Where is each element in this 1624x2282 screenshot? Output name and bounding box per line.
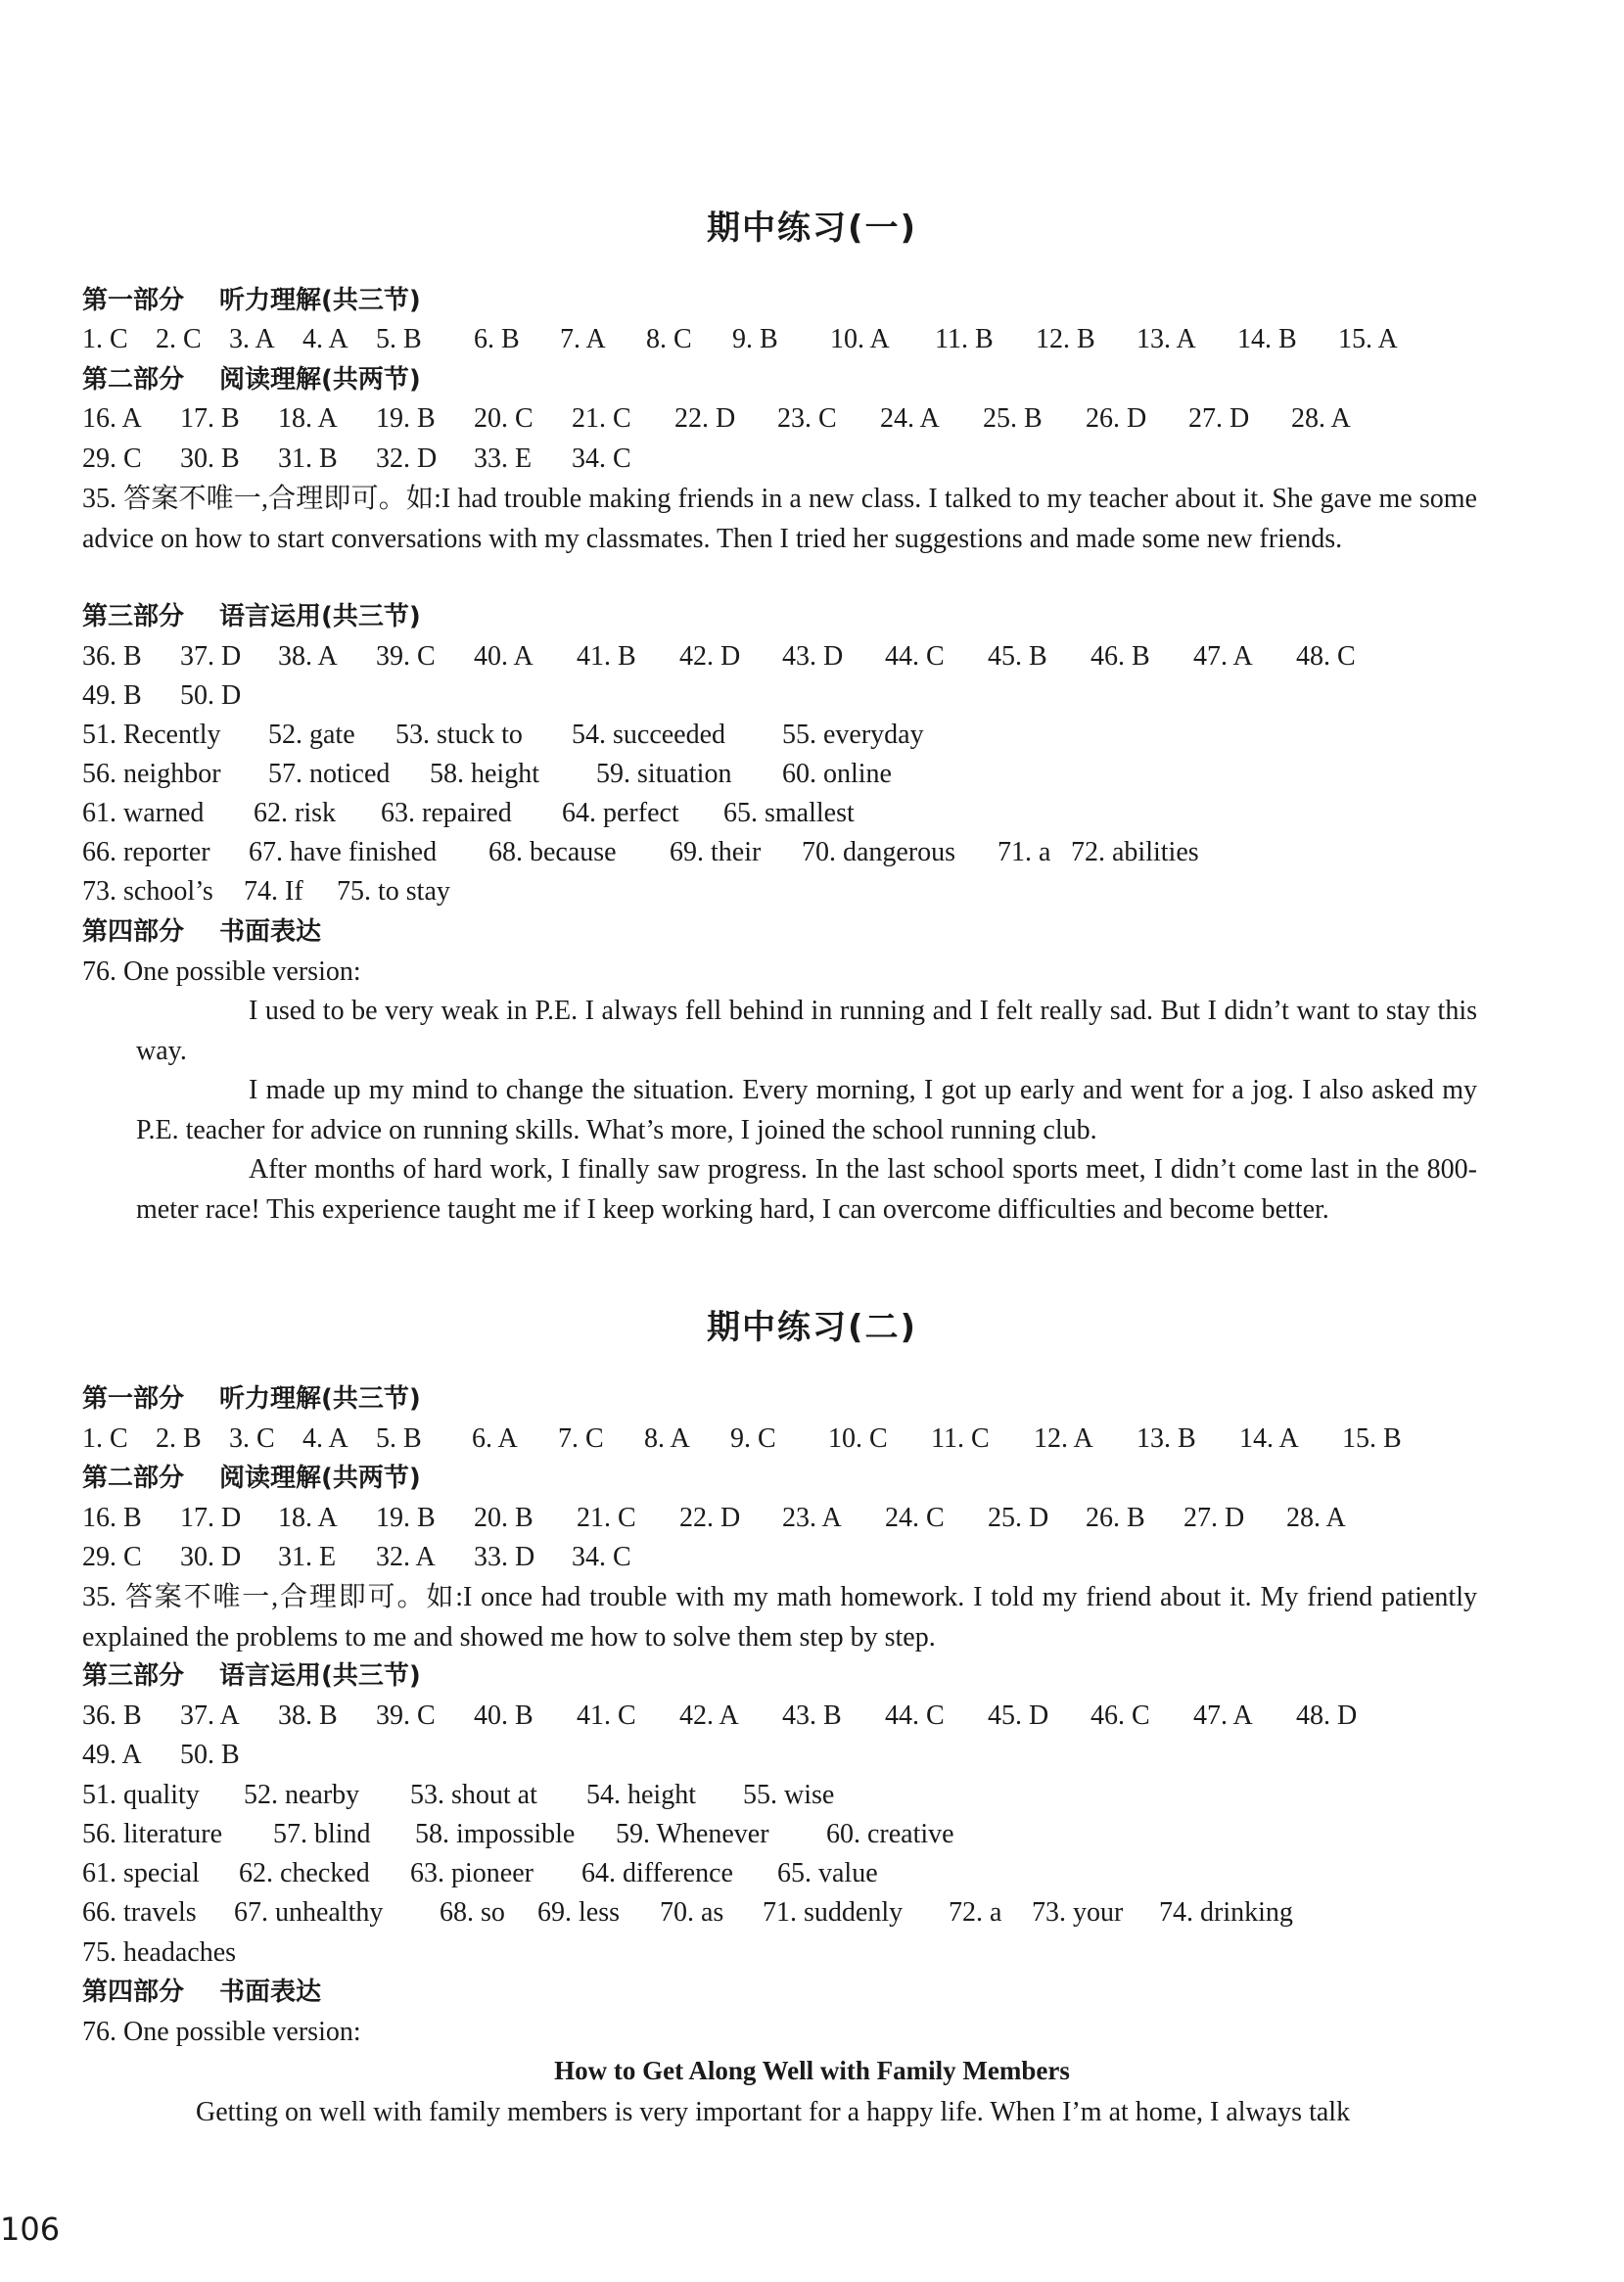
section1-essay-para1: I used to be very weak in P.E. I always fell behind in running and I felt really sad. But I didn’t want to stay this way. (136, 996, 1477, 1066)
answer: 70. dangerous (802, 837, 956, 867)
section2-part2-heading (82, 1459, 1477, 1498)
answer: 62. risk (254, 798, 336, 828)
answer: 46. B (1090, 641, 1150, 672)
answer: 57. noticed (268, 759, 391, 789)
answer: 41. B (577, 641, 636, 672)
section2-answers-line10 (82, 1933, 1477, 1973)
answer: 37. A (180, 1700, 240, 1731)
answer: 18. A (278, 1503, 338, 1533)
answer: 2. B (156, 1423, 202, 1454)
answer: 42. D (679, 641, 741, 672)
answer: 68. because (488, 837, 617, 867)
answer: 75. to stay (337, 876, 450, 907)
section1-answers-line5 (82, 676, 1477, 716)
answer: 45. D (988, 1700, 1049, 1731)
part-label: 第二部分 (82, 365, 185, 395)
answer: 27. D (1188, 403, 1250, 434)
answer: 17. B (180, 403, 240, 434)
answer: 7. C (558, 1423, 604, 1454)
section2-answers-line9 (82, 1893, 1477, 1933)
answer: 51. quality (82, 1780, 200, 1810)
answer: 48. C (1296, 641, 1356, 672)
part-name: 阅读理解(共两节) (219, 1464, 421, 1493)
answer: 55. everyday (782, 720, 924, 750)
answer: 38. A (278, 641, 338, 672)
answer: 54. succeeded (572, 720, 726, 750)
part-name: 阅读理解(共两节) (219, 365, 421, 395)
answer: 47. A (1193, 1700, 1253, 1731)
answer: 18. A (278, 403, 338, 434)
section2-essay-first-line: Getting on well with family members is very important for a happy life. When I’m at home, I always talk (196, 2097, 1351, 2127)
answer: 15. B (1342, 1423, 1402, 1454)
section1-answers-line4 (82, 637, 1477, 676)
answer: 9. B (732, 324, 778, 354)
section1-answers-line2 (82, 399, 1477, 439)
section2-answers-line5 (82, 1736, 1477, 1775)
answer: 25. B (983, 403, 1043, 434)
part-label: 第二部分 (82, 1464, 185, 1493)
section2-q76-label: 76. One possible version: (82, 2017, 361, 2047)
answer: 23. A (782, 1503, 842, 1533)
answer: 6. B (474, 324, 520, 354)
answer: 32. D (376, 443, 438, 474)
section1-answers-line10 (82, 872, 1477, 911)
answer: 40. B (474, 1700, 534, 1731)
answer: 26. D (1086, 403, 1147, 434)
section1-answers-line1 (82, 320, 1477, 359)
section1-title: 期中练习(一) (706, 209, 918, 248)
answer: 39. C (376, 641, 436, 672)
answer: 52. gate (268, 720, 355, 750)
answer: 19. B (376, 1503, 436, 1533)
answer: 40. A (474, 641, 534, 672)
section1-answers-line3 (82, 440, 1477, 479)
section2-answers-line1 (82, 1420, 1477, 1459)
answer: 56. literature (82, 1819, 223, 1849)
part-name: 书面表达 (219, 1978, 322, 2007)
answer: 65. value (777, 1858, 878, 1888)
answer: 32. A (376, 1542, 436, 1572)
answer: 29. C (82, 1542, 142, 1572)
section1-answers-line7 (82, 755, 1477, 794)
answer: 1. C (82, 324, 128, 354)
answer: 23. C (777, 403, 837, 434)
answer: 63. repaired (381, 798, 512, 828)
answer: 73. school’s (82, 876, 213, 907)
section1-answers-line9 (82, 833, 1477, 872)
answer: 21. C (572, 403, 631, 434)
section1-part2-heading (82, 360, 1477, 399)
answer: 53. stuck to (395, 720, 523, 750)
answer: 29. C (82, 443, 142, 474)
answer: 11. C (931, 1423, 990, 1454)
answer: 44. C (885, 1700, 945, 1731)
answer: 58. height (430, 759, 539, 789)
answer: 20. C (474, 403, 534, 434)
answer: 41. C (577, 1700, 636, 1731)
answer: 34. C (572, 1542, 631, 1572)
section1-essay-para3: After months of hard work, I finally saw progress. In the last school sports meet, I didn’t come last in the 800-meter race! This experience taught me if I keep working hard, I can overcome difficulties and become better. (136, 1154, 1477, 1225)
answer: 33. D (474, 1542, 535, 1572)
answer: 2. C (156, 324, 202, 354)
section2-q35: 35. 答案不唯一,合理即可。如:I once had trouble with my math homework. I told my friend about it. My friend patiently explained the problems to me and showed me how to solve them step by step. (82, 1582, 1477, 1653)
answer: 6. A (472, 1423, 518, 1454)
answer: 74. If (244, 876, 303, 907)
answer: 57. blind (273, 1819, 371, 1849)
answer: 14. B (1237, 324, 1297, 354)
answer: 69. less (537, 1897, 620, 1928)
part-name: 语言运用(共三节) (219, 602, 421, 631)
answer: 60. online (782, 759, 892, 789)
answer: 45. B (988, 641, 1047, 672)
answer: 31. E (278, 1542, 337, 1572)
part-label: 第四部分 (82, 1978, 185, 2007)
section2-part3-heading (82, 1656, 1477, 1696)
answer: 15. A (1338, 324, 1398, 354)
answer: 74. drinking (1159, 1897, 1293, 1928)
answer: 43. D (782, 641, 844, 672)
answer: 67. have finished (249, 837, 438, 867)
answer: 71. a (998, 837, 1051, 867)
answer: 12. A (1034, 1423, 1093, 1454)
answer: 13. A (1137, 324, 1196, 354)
answer: 34. C (572, 443, 631, 474)
answer: 70. as (660, 1897, 724, 1928)
section1-answers-line6 (82, 716, 1477, 755)
answer: 14. A (1239, 1423, 1299, 1454)
answer: 66. reporter (82, 837, 210, 867)
answer: 12. B (1036, 324, 1095, 354)
answer: 51. Recently (82, 720, 221, 750)
answer: 27. D (1183, 1503, 1245, 1533)
answer: 22. D (674, 403, 736, 434)
answer: 54. height (586, 1780, 696, 1810)
part-label: 第三部分 (82, 1661, 185, 1691)
section2-answers-line2 (82, 1499, 1477, 1538)
section1-part3-heading (82, 597, 1477, 636)
answer: 36. B (82, 641, 142, 672)
section2-answers-line4 (82, 1697, 1477, 1736)
answer: 7. A (560, 324, 606, 354)
section2-part1-heading (82, 1379, 1477, 1419)
answer: 30. D (180, 1542, 242, 1572)
answer: 75. headaches (82, 1937, 237, 1968)
answer: 58. impossible (415, 1819, 576, 1849)
answer: 28. A (1291, 403, 1351, 434)
answer: 61. special (82, 1858, 200, 1888)
answer: 30. B (180, 443, 240, 474)
answer: 65. smallest (723, 798, 855, 828)
answer: 3. A (229, 324, 275, 354)
answer: 66. travels (82, 1897, 197, 1928)
part-label: 第四部分 (82, 917, 185, 947)
answer: 64. perfect (562, 798, 679, 828)
essay-title: How to Get Along Well with Family Members (554, 2056, 1070, 2085)
part-name: 听力理解(共三节) (219, 286, 421, 315)
answer: 4. A (302, 324, 348, 354)
answer: 52. nearby (244, 1780, 360, 1810)
answer: 5. B (376, 1423, 422, 1454)
part-label: 第一部分 (82, 1384, 185, 1414)
answer: 4. A (302, 1423, 348, 1454)
answer: 62. checked (239, 1858, 370, 1888)
answer: 49. B (82, 680, 142, 711)
answer: 55. wise (743, 1780, 835, 1810)
answer: 72. abilities (1071, 837, 1199, 867)
section1-q76-label: 76. One possible version: (82, 956, 361, 987)
section1-part1-heading (82, 281, 1477, 320)
answer: 48. D (1296, 1700, 1358, 1731)
answer: 25. D (988, 1503, 1049, 1533)
answer: 56. neighbor (82, 759, 221, 789)
page-number: 106 (0, 2211, 61, 2248)
section2-part4-heading (82, 1973, 1477, 2012)
answer: 63. pioneer (410, 1858, 534, 1888)
answer: 16. A (82, 403, 142, 434)
section2-title: 期中练习(二) (706, 1308, 918, 1347)
answer: 8. C (646, 324, 692, 354)
answer: 53. shout at (410, 1780, 537, 1810)
answer: 49. A (82, 1740, 142, 1770)
answer: 67. unhealthy (234, 1897, 384, 1928)
answer: 24. C (885, 1503, 945, 1533)
answer: 19. B (376, 403, 436, 434)
section2-answers-line3 (82, 1538, 1477, 1577)
answer: 50. B (180, 1740, 240, 1770)
answer: 59. Whenever (616, 1819, 769, 1849)
answer: 28. A (1286, 1503, 1346, 1533)
answer: 73. your (1032, 1897, 1124, 1928)
answer: 3. C (229, 1423, 275, 1454)
answer: 72. a (949, 1897, 1002, 1928)
answer: 26. B (1086, 1503, 1145, 1533)
answer: 50. D (180, 680, 242, 711)
section2-answers-line8 (82, 1854, 1477, 1893)
answer: 36. B (82, 1700, 142, 1731)
answer: 10. C (828, 1423, 888, 1454)
answer: 13. B (1137, 1423, 1196, 1454)
answer: 20. B (474, 1503, 534, 1533)
answer: 59. situation (596, 759, 732, 789)
answer: 61. warned (82, 798, 205, 828)
answer: 42. A (679, 1700, 739, 1731)
part-name: 语言运用(共三节) (219, 1661, 421, 1691)
answer: 68. so (440, 1897, 505, 1928)
answer: 69. their (670, 837, 762, 867)
answer: 47. A (1193, 641, 1253, 672)
answer: 22. D (679, 1503, 741, 1533)
answer: 39. C (376, 1700, 436, 1731)
answer: 10. A (830, 324, 890, 354)
answer: 11. B (935, 324, 994, 354)
part-label: 第三部分 (82, 602, 185, 631)
answer: 38. B (278, 1700, 338, 1731)
section1-q35: 35. 答案不唯一,合理即可。如:I had trouble making friends in a new class. I talked to my teacher about it. She gave me some advice on how to start conversations with my classmates. Then I tried her suggestions and made some new friends. (82, 484, 1477, 554)
answer: 9. C (730, 1423, 776, 1454)
answer: 5. B (376, 324, 422, 354)
answer: 64. difference (581, 1858, 733, 1888)
answer: 60. creative (826, 1819, 954, 1849)
answer: 21. C (577, 1503, 636, 1533)
answer: 17. D (180, 1503, 242, 1533)
part-name: 书面表达 (219, 917, 322, 947)
section1-essay-para2: I made up my mind to change the situation. Every morning, I got up early and went for a jog. I also asked my P.E. teacher for advice on running skills. What’s more, I joined the school running club. (136, 1075, 1477, 1145)
answer: 31. B (278, 443, 338, 474)
answer: 71. suddenly (763, 1897, 904, 1928)
section1-answers-line8 (82, 794, 1477, 833)
answer: 1. C (82, 1423, 128, 1454)
answer: 37. D (180, 641, 242, 672)
answer: 16. B (82, 1503, 142, 1533)
answer: 24. A (880, 403, 940, 434)
answer: 33. E (474, 443, 533, 474)
part-label: 第一部分 (82, 286, 185, 315)
part-name: 听力理解(共三节) (219, 1384, 421, 1414)
answer: 8. A (644, 1423, 690, 1454)
answer: 43. B (782, 1700, 842, 1731)
answer: 44. C (885, 641, 945, 672)
section2-answers-line7 (82, 1815, 1477, 1854)
answer: 46. C (1090, 1700, 1150, 1731)
section1-part4-heading (82, 912, 1477, 952)
section2-answers-line6 (82, 1776, 1477, 1815)
